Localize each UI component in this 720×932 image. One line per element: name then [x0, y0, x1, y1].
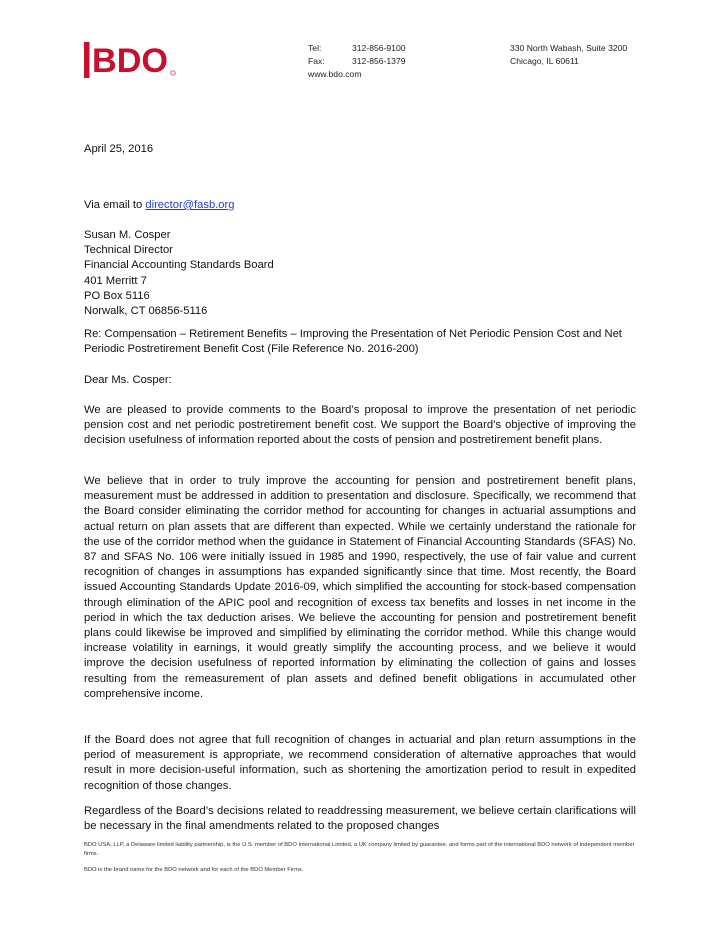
website-link[interactable]: www.bdo.com: [308, 69, 362, 79]
office-address: [510, 42, 627, 68]
fax-label: Fax:: [308, 56, 325, 66]
recipient-address: [84, 228, 636, 319]
via-prefix: Via email to: [84, 199, 146, 211]
fax-value: 312-856-1379: [352, 56, 406, 66]
body-paragraph: We are pleased to provide comments to the Board’s proposal to improve the presentation of net periodic pension cost and net periodic postretirement benefit cost. We support the Board’s objective of improving the decision usefulness of information reported about the costs of pension and postretirement benefit plans.: [84, 404, 636, 447]
footer-legal-notice: BDO USA, LLP, a Delaware limited liability partnership, is the U.S. member of BDO International Limited, a UK company limited by guarantee, and forms part of the international BDO network of independent member firms.: [84, 842, 635, 857]
subject-line: Re: Compensation – Retirement Benefits – Improving the Presentation of Net Periodic Pension Cost and Net Periodic Postretirement Benefit Cost (File Reference No. 2016-200): [84, 328, 622, 356]
office-address-line2: Chicago, IL 60611: [510, 56, 579, 66]
office-address-line1: 330 North Wabash, Suite 3200: [510, 43, 628, 53]
tel-value: 312-856-9100: [352, 43, 406, 53]
body-paragraph: If the Board does not agree that full recognition of changes in actuarial and plan return assumptions in the period of measurement is appropriate, we recommend consideration of alternative approaches that would result in more decision-useful information, such as shortening the amortization period to result in expedited recognition of those changes.: [84, 734, 636, 792]
recipient-po-box: PO Box 5116: [84, 289, 150, 302]
email-link[interactable]: director@fasb.org: [145, 199, 235, 211]
recipient-title: Technical Director: [84, 244, 173, 257]
tel-label: Tel:: [308, 43, 322, 53]
salutation: Dear Ms. Cosper:: [84, 374, 172, 386]
letter-date: April 25, 2016: [84, 143, 154, 155]
bdo-logo: [84, 40, 176, 80]
recipient-street: 401 Merritt 7: [84, 274, 147, 287]
body-paragraph: We believe that in order to truly improve the accounting for pension and postretirement benefit plans, measurement must be addressed in addition to presentation and disclosure. Specifically, we recommend that the Board consider eliminating the corridor method for accounting for changes in actuarial assumptions and actual return on plan assets that are different than expected. While we certainly understand the rationale for the use of the corridor method when the guidance in Statement of Financial Accounting Standards (SFAS) No. 87 and SFAS No. 106 were initially issued in 1985 and 1990, respectively, the use of fair value and current recognition of changes in assumptions has expanded significantly since that time. Most recently, the Board issued Accounting Standards Update 2016-09, which simplified the accounting for stock-based compensation through elimination of the APIC pool and recognition of excess tax benefits and losses in net income in the period in which the tax deduction arises. We believe the accounting for pension and postretirement benefit plans could likewise be improved and simplified by eliminating the corridor method. While this change would increase volatility in earnings, it would greatly simplify the accounting process, and we believe it would improve the decision usefulness of reported information by eliminating the collection of gains and losses resulting from the remeasurement of plan assets and defined benefit obligations in accumulated other comprehensive income.: [84, 475, 636, 700]
via-email-line: [84, 198, 636, 213]
body-paragraph: Regardless of the Board’s decisions related to readdressing measurement, we believe certain clarifications will be necessary in the final amendments related to the proposed changes: [84, 805, 636, 833]
contact-block: [308, 42, 406, 81]
recipient-city: Norwalk, CT 06856-5116: [84, 305, 208, 318]
footer-brand-notice: BDO is the brand name for the BDO network and for each of the BDO Member Firms.: [84, 867, 304, 873]
recipient-name: Susan M. Cosper: [84, 229, 171, 241]
svg-text:BDO: BDO: [92, 42, 168, 80]
recipient-organization: Financial Accounting Standards Board: [84, 259, 274, 272]
